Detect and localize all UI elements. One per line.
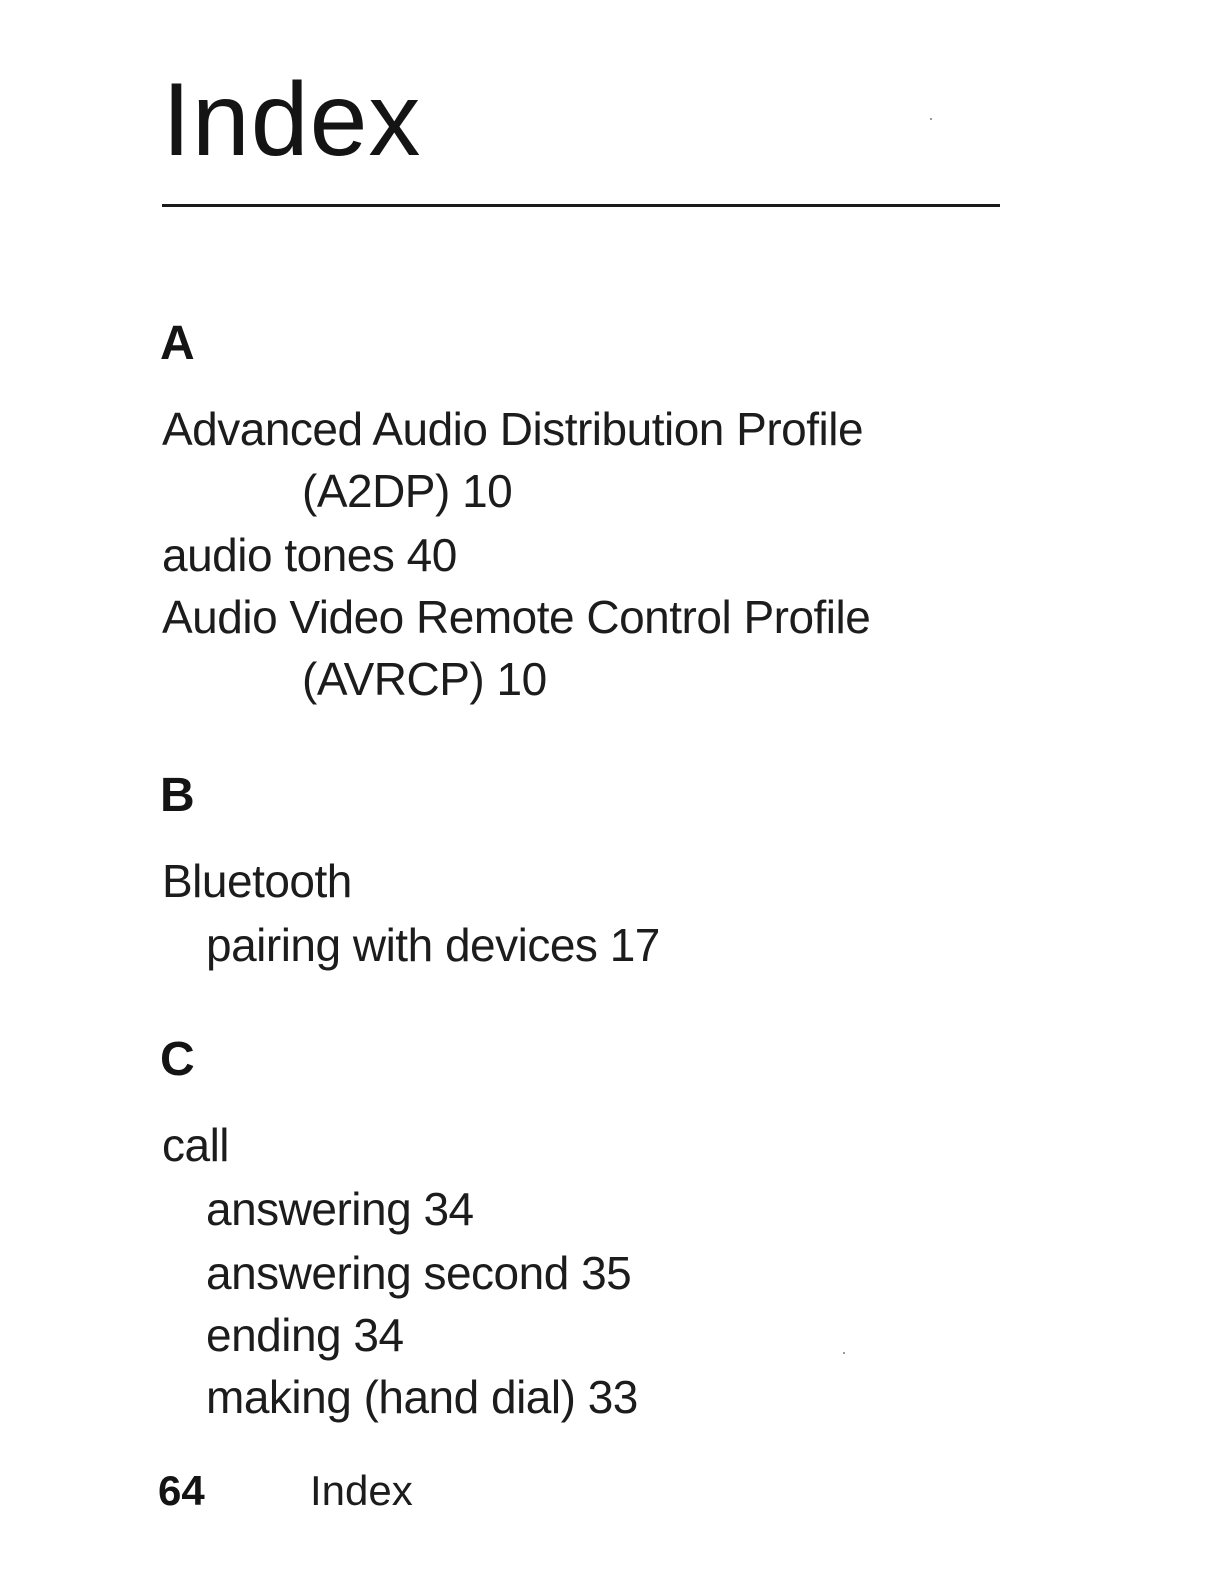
footer-page-number: 64 [158,1467,205,1514]
index-subentry: pairing with devices 17 [206,919,660,971]
scan-speck [843,1352,845,1354]
index-entry: Audio Video Remote Control Profile [162,591,871,643]
index-entry: call [162,1119,230,1171]
section-heading-a: A [160,317,195,370]
index-entry-continuation: (A2DP) 10 [302,465,513,517]
index-subentry: ending 34 [206,1309,404,1361]
index-subentry: answering second 35 [206,1247,632,1299]
section-heading-b: B [160,769,195,822]
index-subentry: answering 34 [206,1183,474,1235]
index-subentry: making (hand dial) 33 [206,1371,638,1423]
page-title: Index [162,62,422,178]
title-divider [162,204,1000,207]
index-entry: Advanced Audio Distribution Profile [162,403,864,455]
index-entry-continuation: (AVRCP) 10 [302,653,547,705]
scan-speck [930,118,932,120]
index-entry: audio tones 40 [162,529,457,581]
index-entry: Bluetooth [162,855,352,907]
footer-section-label: Index [310,1467,413,1514]
section-heading-c: C [160,1033,195,1086]
